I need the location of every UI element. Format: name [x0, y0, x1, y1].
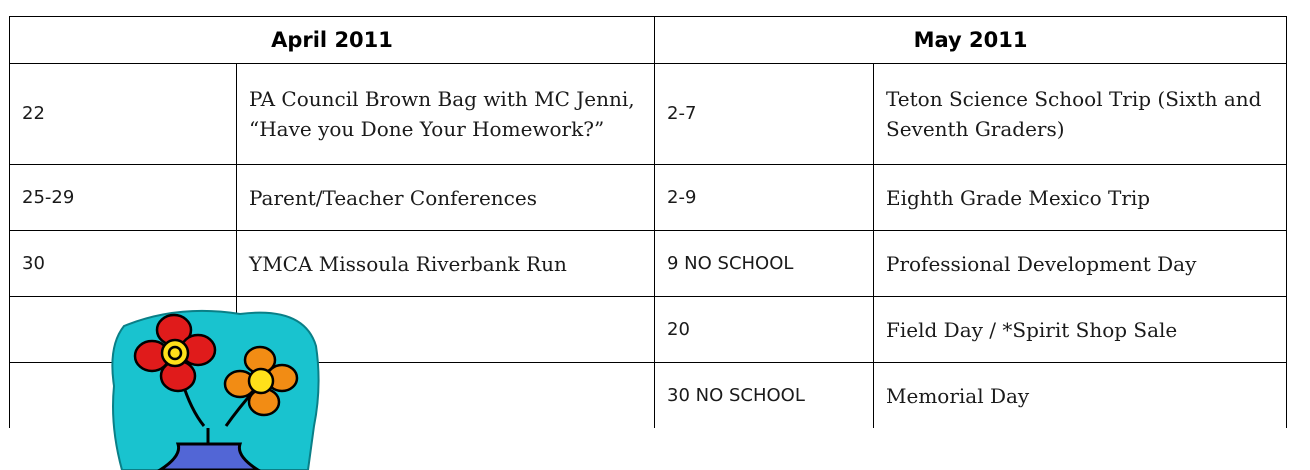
- may-date: 20: [655, 297, 874, 363]
- may-date: 2-9: [655, 165, 874, 231]
- may-date: 9 NO SCHOOL: [655, 231, 874, 297]
- april-date: 22: [10, 64, 237, 165]
- may-date: 30 NO SCHOOL: [655, 363, 874, 429]
- table-row: [10, 64, 1287, 165]
- month-header-row: [10, 17, 1287, 64]
- april-date: 30: [10, 231, 237, 297]
- may-event: Field Day / *Spirit Shop Sale: [874, 297, 1287, 363]
- may-event: Memorial Day: [874, 363, 1287, 429]
- april-event: PA Council Brown Bag with MC Jenni, “Have you Done Your Homework?”: [237, 64, 655, 165]
- table-row: [10, 165, 1287, 231]
- table-row: [10, 231, 1287, 297]
- may-event: Professional Development Day: [874, 231, 1287, 297]
- may-date: 2-7: [655, 64, 874, 165]
- april-date: 25-29: [10, 165, 237, 231]
- april-header: April 2011: [10, 17, 655, 64]
- may-event: Eighth Grade Mexico Trip: [874, 165, 1287, 231]
- may-header: May 2011: [655, 17, 1287, 64]
- april-event: YMCA Missoula Riverbank Run: [237, 231, 655, 297]
- may-event: Teton Science School Trip (Sixth and Seventh Graders): [874, 64, 1287, 165]
- flower-vase-icon: [108, 306, 323, 470]
- april-event: Parent/Teacher Conferences: [237, 165, 655, 231]
